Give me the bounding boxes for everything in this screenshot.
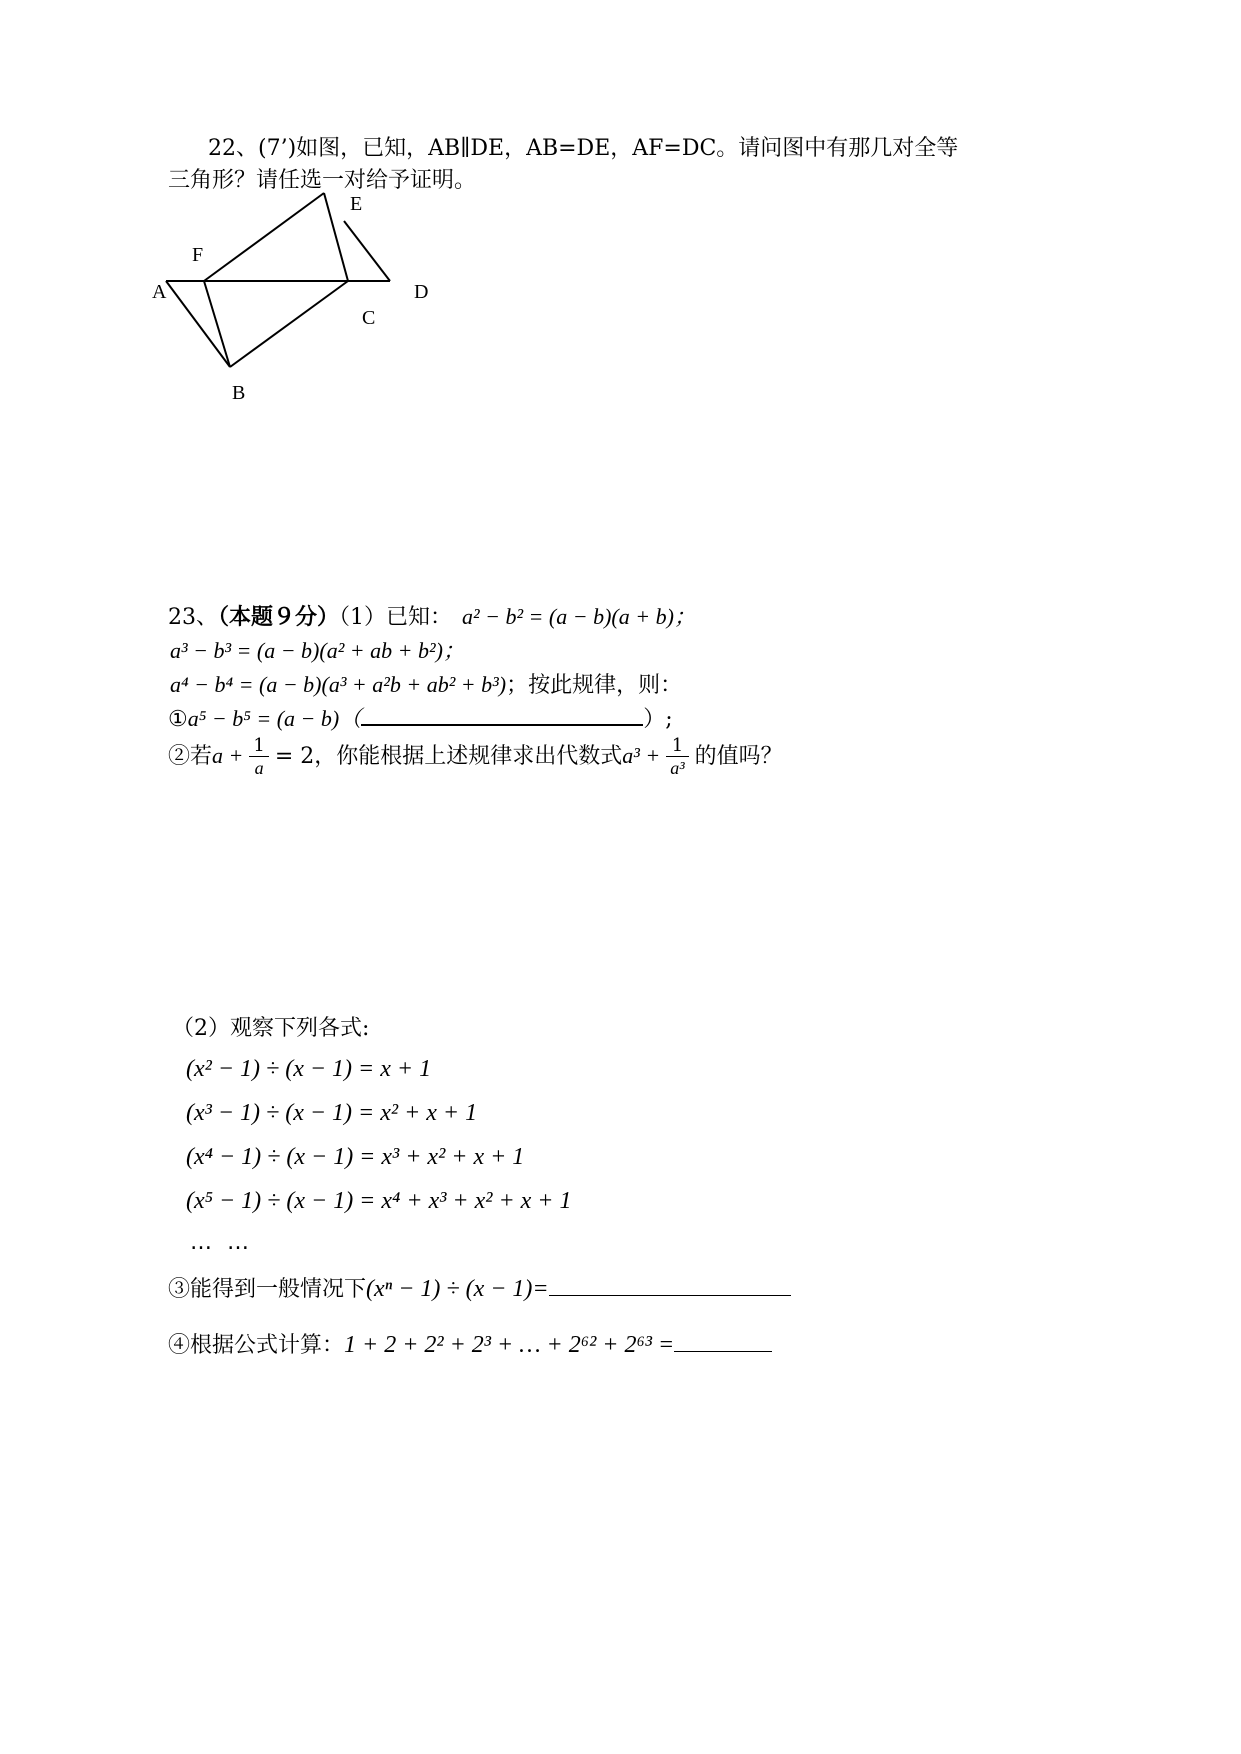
q23-item1-label: ① (168, 707, 188, 732)
q23-obs-1: (x² − 1) ÷ (x − 1) = x + 1 (186, 1056, 432, 1082)
q23-obs-4: (x⁵ − 1) ÷ (x − 1) = x⁴ + x³ + x² + x + 1 (186, 1188, 572, 1214)
line-FB (204, 281, 230, 367)
q22-line1: 22、(7’)如图，已知，AB∥DE，AB=DE，AF=DC。请问图中有那几对全等 (208, 136, 959, 161)
q23-item2-cond-a: a + (212, 743, 244, 768)
q23-item3-text: ③能得到一般情况下 (168, 1277, 367, 1302)
q23-obs-ellipsis: … … (190, 1230, 253, 1255)
fraction-denominator: a³ (670, 757, 685, 778)
line-EC (324, 193, 348, 281)
q23-score: （本题９分） (218, 605, 340, 630)
q23-item4-expr: 1 + 2 + 2² + 2³ + … + 2⁶² + 2⁶³ = (344, 1332, 675, 1358)
q23-item2-line (168, 734, 783, 779)
q23-item2-fraction-1 (249, 736, 268, 779)
line-ED (344, 221, 390, 281)
q23-heading-line (168, 604, 696, 631)
q23-obs-3: (x⁴ − 1) ÷ (x − 1) = x³ + x² + x + 1 (186, 1144, 525, 1170)
q23-eq3: a⁴ − b⁴ = (a − b)(a³ + a²b + ab² + b³) (170, 672, 507, 697)
label-F: F (192, 244, 204, 266)
label-D: D (414, 281, 429, 303)
q23-item3-line (168, 1276, 791, 1303)
label-C: C (362, 307, 376, 329)
q23-item3-answer-blank[interactable] (549, 1277, 791, 1296)
line-BC (230, 281, 348, 367)
q23-item4-text: ④根据公式计算： (168, 1333, 345, 1358)
line-AB (166, 281, 230, 367)
q23-obs-2: (x³ − 1) ÷ (x − 1) = x² + x + 1 (186, 1100, 478, 1126)
q23-item2-fraction-2 (666, 736, 688, 779)
q23-item3-expr: (xⁿ − 1) ÷ (x − 1)= (366, 1276, 549, 1302)
q23-item1-answer-blank[interactable] (361, 706, 643, 726)
q23-item1-end: ）; (643, 707, 673, 732)
q23-item4-answer-blank[interactable] (674, 1333, 772, 1352)
q22-geometry-figure (140, 185, 460, 415)
label-B: B (232, 382, 246, 404)
q23-item2-mid: ，你能根据上述规律求出代数式 (314, 744, 623, 769)
q23-eq1: a² − b² = (a − b)(a + b)； (462, 604, 696, 629)
label-A: A (152, 281, 167, 303)
fraction-denominator: a (254, 757, 264, 778)
q23-part1-intro: （1）已知： (339, 605, 453, 630)
q22-line2: 三角形？请任选一对给予证明。 (168, 168, 477, 193)
q23-item2-cond-eq: = 2 (274, 744, 315, 769)
line-FE (204, 193, 324, 281)
fraction-numerator: 1 (666, 736, 688, 757)
q23-item2-expr: a³ + (622, 743, 661, 768)
label-E: E (350, 193, 363, 215)
fraction-numerator: 1 (249, 736, 268, 757)
q23-item1-line (168, 706, 673, 733)
q23-item2-end: 的值吗？ (694, 744, 783, 769)
q23-eq3-line (170, 672, 682, 699)
q23-part2-intro: （2）观察下列各式: (172, 1016, 370, 1041)
q23-number: 23、 (168, 605, 218, 630)
q23-item2-prefix: ②若 (168, 744, 213, 769)
q23-item1-expr: a⁵ − b⁵ = (a − b)（ (187, 706, 362, 731)
q23-eq2: a³ − b³ = (a − b)(a² + ab + b²)； (170, 638, 465, 663)
q23-item4-line (168, 1332, 772, 1359)
figure-lines (166, 193, 390, 367)
q23-eq3-text: ；按此规律，则： (506, 673, 683, 698)
